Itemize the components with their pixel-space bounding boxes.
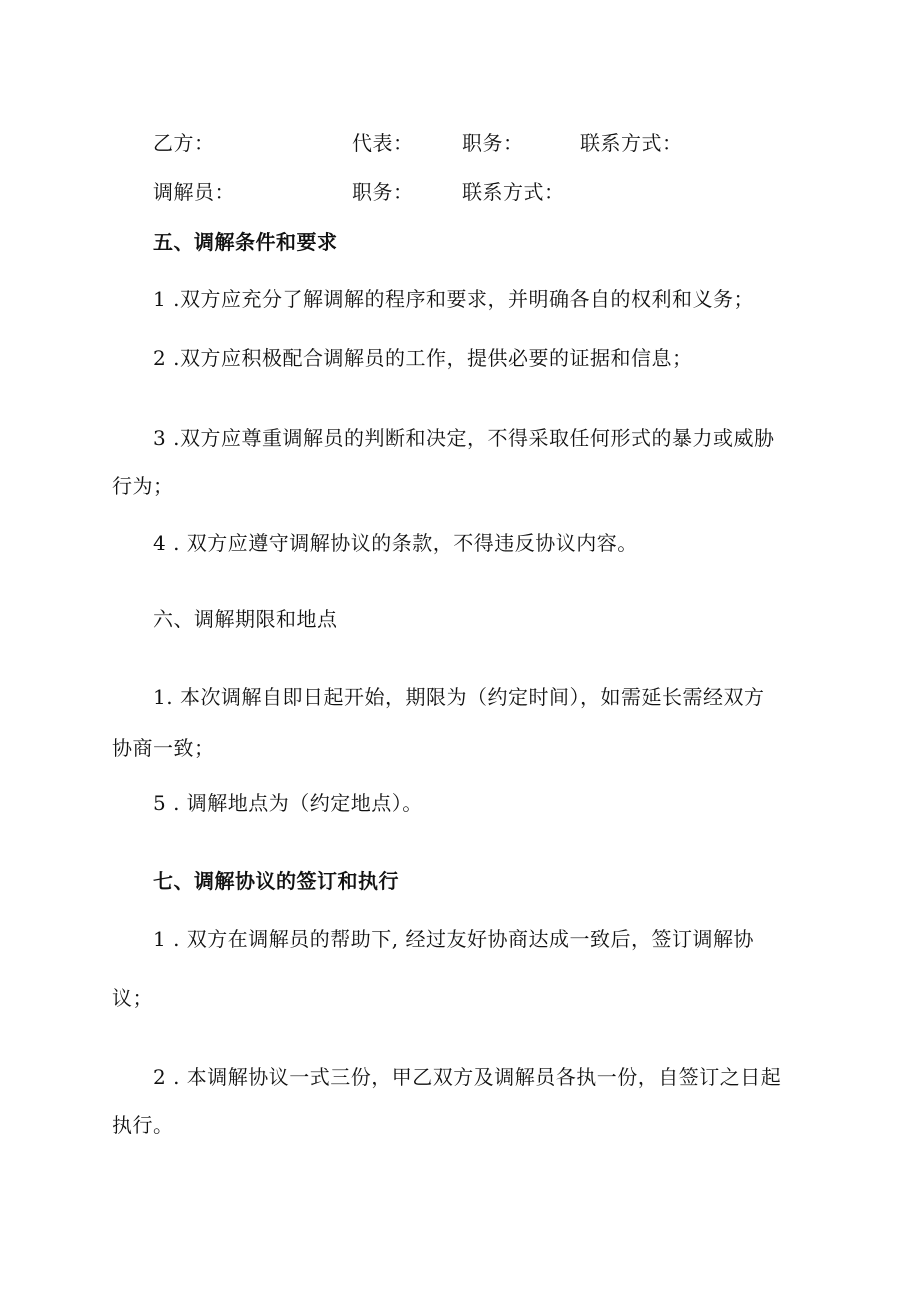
mediator-contact-label: 联系方式： bbox=[462, 180, 565, 204]
section-5-item-4: 4 . 双方应遵守调解协议的条款，不得违反协议内容。 bbox=[153, 531, 638, 555]
section-5-heading: 五、调解条件和要求 bbox=[153, 230, 338, 254]
party-b-position-label: 职务： bbox=[462, 131, 524, 155]
party-b-contact-label: 联系方式： bbox=[580, 131, 683, 155]
party-b-label: 乙方： bbox=[153, 131, 215, 155]
mediator-position-label: 职务： bbox=[352, 180, 414, 204]
section-6-heading: 六、调解期限和地点 bbox=[153, 607, 338, 631]
section-5-item-2: 2 .双方应积极配合调解员的工作，提供必要的证据和信息； bbox=[153, 346, 693, 370]
party-b-representative-label: 代表： bbox=[352, 131, 414, 155]
section-7-item-1-continued: 议； bbox=[112, 986, 153, 1010]
section-7-item-2-continued: 执行。 bbox=[112, 1113, 174, 1137]
section-6-item-1: 1. 本次调解自即日起开始，期限为（约定时间），如需延长需经双方 bbox=[153, 685, 765, 709]
section-7-item-1: 1 . 双方在调解员的帮助下, 经过友好协商达成一致后，签订调解协 bbox=[153, 927, 755, 951]
section-7-heading: 七、调解协议的签订和执行 bbox=[153, 869, 399, 893]
mediator-label: 调解员： bbox=[153, 180, 235, 204]
section-6-item-2: 5 . 调解地点为（约定地点）。 bbox=[153, 791, 423, 815]
section-7-item-2: 2 . 本调解协议一式三份，甲乙双方及调解员各执一份，自签订之日起 bbox=[153, 1065, 782, 1089]
section-6-item-1-continued: 协商一致； bbox=[112, 736, 215, 760]
section-5-item-1: 1 .双方应充分了解调解的程序和要求，并明确各自的权利和义务； bbox=[153, 287, 754, 311]
section-5-item-3: 3 .双方应尊重调解员的判断和决定，不得采取任何形式的暴力或威胁 bbox=[153, 426, 775, 450]
section-5-item-3-continued: 行为； bbox=[112, 474, 174, 498]
